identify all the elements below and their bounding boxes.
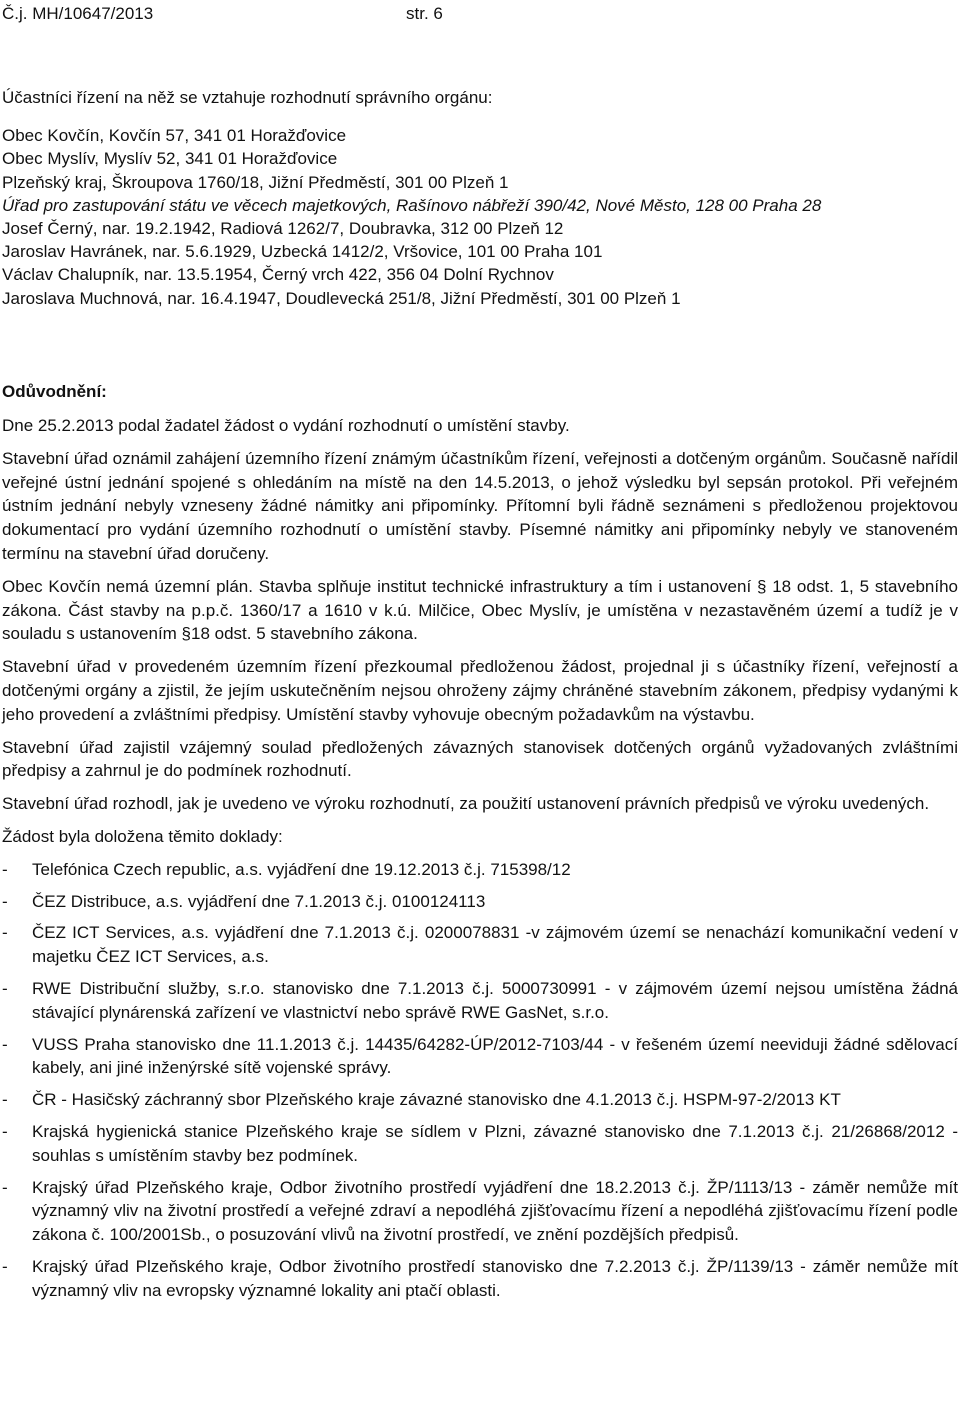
participants-heading: Účastníci řízení na něž se vztahuje rozhodnutí správního orgánu:	[2, 88, 493, 107]
participant-person: Jaroslava Muchnová, nar. 16.4.1947, Doudlevecká 251/8, Jižní Předměstí, 301 00 Plzeň 1	[2, 288, 681, 308]
list-dash: -	[2, 1256, 8, 1276]
list-item-text: ČR - Hasičský záchranný sbor Plzeňského kraje závazné stanovisko dne 4.1.2013 č.j. HSPM-97-2/2013 KT	[32, 1090, 841, 1110]
participant-line-italic: Úřad pro zastupování státu ve věcech majetkových, Rašínovo nábřeží 390/42, Nové Město, 128 00 Praha 28	[2, 195, 822, 215]
reference-number: Č.j. MH/10647/2013	[2, 4, 154, 23]
list-item	[2, 977, 958, 1025]
list-item-text: VUSS Praha stanovisko dne 11.1.2013 č.j. 14435/64282-ÚP/2012-7103/44 - v řešeném území neeviduji žádné sdělovací kabely, ani jiné inženýrské sítě vojenské správy.	[32, 1034, 958, 1078]
list-dash: -	[2, 891, 8, 911]
list-dash: -	[2, 1121, 8, 1141]
list-dash: -	[2, 1177, 8, 1197]
list-item-text: Krajský úřad Plzeňského kraje, Odbor životního prostředí stanovisko dne 7.2.2013 č.j. ŽP/1139/13 - záměr nemůže mít významný vliv na evropsky významné lokality ani ptačí oblasti.	[32, 1256, 958, 1300]
list-item	[2, 921, 958, 969]
page-header	[2, 4, 958, 28]
participant-line: Obec Kovčín, Kovčín 57, 341 01 Horažďovice	[2, 126, 347, 146]
paragraph: Stavební úřad oznámil zahájení územního řízení známým účastníkům řízení, veřejnosti a dotčeným orgánům. Současně nařídil veřejné ústní jednání spojené s ohledáním na místě na den 14.5.2013, o jehož výsledku byl sepsán protokol. Při veřejném ústním jednání nebyly vzneseny žádné námitky ani připomínky. Přítomní byli řádně seznámeni s předloženou projektovou dokumentací pro vydání územního rozhodnutí o umístění stavby. Písemné námitky ani připomínky nebyly ve stanoveném termínu na stavební úřad doručeny.	[2, 448, 958, 563]
reasoning-body	[2, 414, 958, 1311]
list-item	[2, 1120, 958, 1168]
list-item-text: Krajský úřad Plzeňského kraje, Odbor životního prostředí vyjádření dne 18.2.2013 č.j. ŽP/1113/13 - záměr nemůže mít významný vliv na životní prostředí a veřejné zdraví a nepodléhá zjišťovacímu řízení a nepodléhá zjišťovacímu řízení podle zákona č. 100/2001Sb., o posuzování vlivů na životní prostředí, ve znění pozdějších předpisů.	[32, 1177, 958, 1245]
page-number: str. 6	[406, 4, 443, 23]
participant-person: Jaroslav Havránek, nar. 5.6.1929, Uzbecká 1412/2, Vršovice, 101 00 Praha 101	[2, 242, 603, 262]
list-item	[2, 890, 958, 914]
participant-person: Václav Chalupník, nar. 13.5.1954, Černý vrch 422, 356 04 Dolní Rychnov	[2, 265, 554, 285]
participant-line: Plzeňský kraj, Škroupova 1760/18, Jižní Předměstí, 301 00 Plzeň 1	[2, 172, 509, 192]
list-item-text: ČEZ ICT Services, a.s. vyjádření dne 7.1.2013 č.j. 0200078831 -v zájmovém území se nenachází komunikační vedení v majetku ČEZ ICT Services, a.s.	[32, 923, 958, 967]
participants-section	[2, 86, 958, 310]
paragraph: Stavební úřad zajistil vzájemný soulad předložených závazných stanovisek dotčených orgánů vyžadovaných zvláštními předpisy a zahrnul je do podmínek rozhodnutí.	[2, 737, 958, 781]
list-dash: -	[2, 978, 8, 998]
paragraph: Obec Kovčín nemá územní plán. Stavba splňuje institut technické infrastruktury a tím i ustanovení § 18 odst. 1, 5 stavebního zákona. Část stavby na p.p.č. 1360/17 a 1610 v k.ú. Milčice, Obec Myslív, je umístěna v nezastavěném území a tudíž je v souladu s ustanovením §18 odst. 5 stavebního zákona.	[2, 576, 958, 644]
documents-intro: Žádost byla doložena těmito doklady:	[2, 826, 283, 846]
list-item-text: Telefónica Czech republic, a.s. vyjádření dne 19.12.2013 č.j. 715398/12	[32, 859, 571, 879]
list-dash: -	[2, 859, 8, 879]
paragraph: Stavební úřad rozhodl, jak je uvedeno ve výroku rozhodnutí, za použití ustanovení právních předpisů ve výroku uvedených.	[2, 794, 930, 814]
list-dash: -	[2, 1090, 8, 1110]
paragraph: Dne 25.2.2013 podal žadatel žádost o vydání rozhodnutí o umístění stavby.	[2, 416, 570, 435]
list-dash: -	[2, 923, 8, 943]
list-item	[2, 1033, 958, 1081]
list-dash: -	[2, 1034, 8, 1054]
list-item	[2, 1088, 958, 1112]
list-item	[2, 1255, 958, 1303]
list-item	[2, 1176, 958, 1247]
list-item	[2, 858, 958, 882]
list-item-text: ČEZ Distribuce, a.s. vyjádření dne 7.1.2013 č.j. 0100124113	[32, 891, 486, 911]
list-item-text: RWE Distribuční služby, s.r.o. stanovisko dne 7.1.2013 č.j. 5000730991 - v zájmovém území nejsou umístěna žádná stávající plynárenská zařízení ve vlastnictví nebo správě RWE GasNet, s.r.o.	[32, 978, 958, 1022]
reasoning-heading: Odůvodnění:	[2, 382, 107, 401]
participant-line: Obec Myslív, Myslív 52, 341 01 Horažďovice	[2, 149, 338, 169]
participant-person: Josef Černý, nar. 19.2.1942, Radiová 1262/7, Doubravka, 312 00 Plzeň 12	[2, 219, 564, 239]
paragraph: Stavební úřad v provedeném územním řízení přezkoumal předloženou žádost, projednal ji s účastníky řízení, veřejností a dotčenými orgány a zjistil, že jejím uskutečněním nejsou ohroženy zájmy chráněné stavebním zákonem, předpisy vydanými k jeho provedení a zvláštními předpisy. Umístění stavby vyhovuje obecným požadavkům na výstavbu.	[2, 657, 958, 724]
list-item-text: Krajská hygienická stanice Plzeňského kraje se sídlem v Plzni, závazné stanovisko dne 7.1.2013 č.j. 21/26868/2012 - souhlas s umístěním stavby bez podmínek.	[32, 1121, 958, 1165]
documents-list	[2, 858, 958, 1303]
